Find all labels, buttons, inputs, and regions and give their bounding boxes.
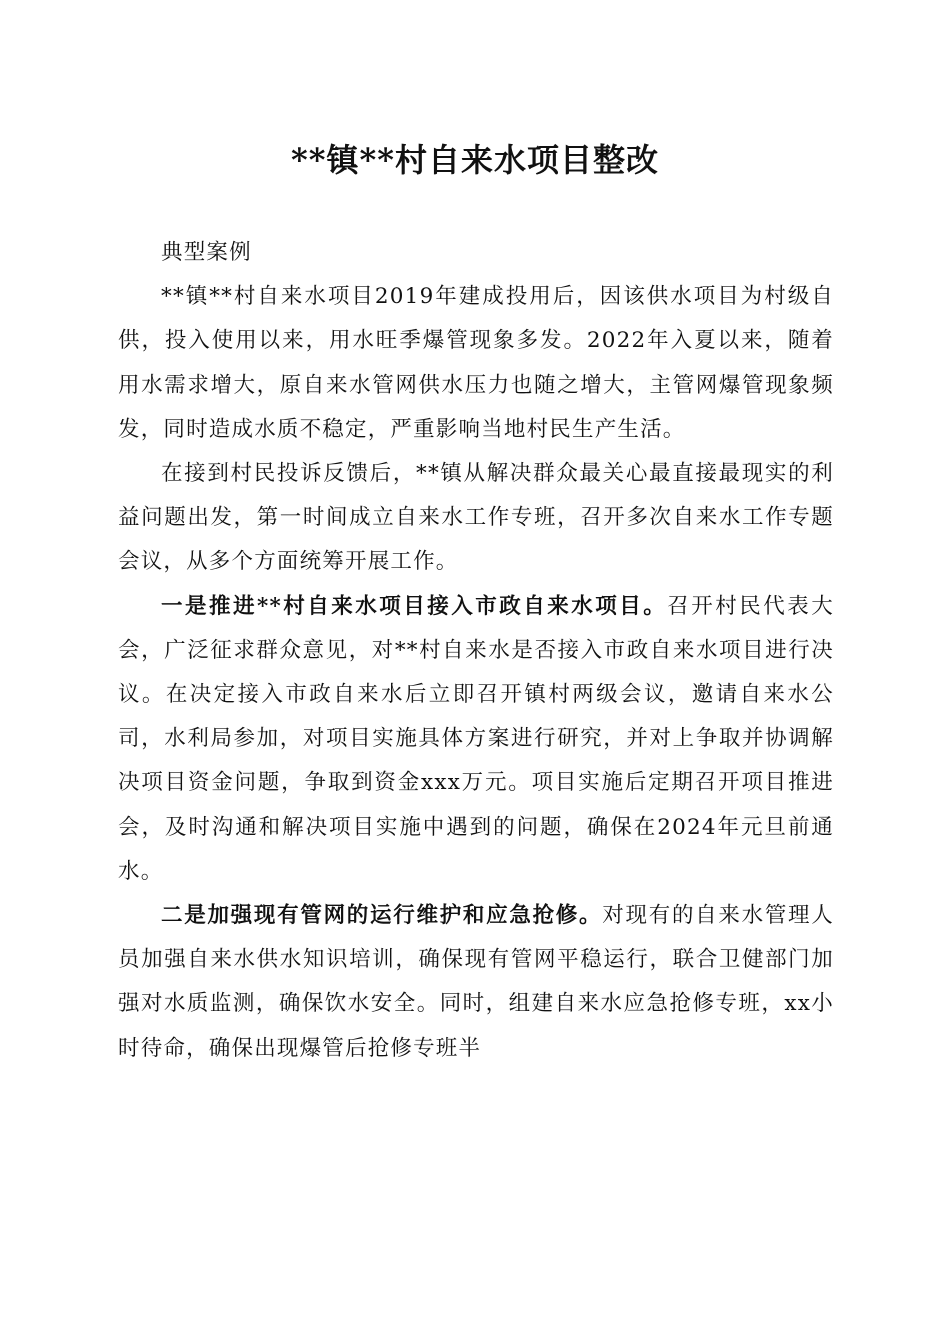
paragraph-text: 召开村民代表大会，广泛征求群众意见，对**村自来水是否接入市政自来水项目进行决议。在决定接入市政自来水后立即召开镇村两级会议，邀请自来水公司，水利局参加，对项目实施具体方案进行研究，并对上争取并协调解决项目资金问题，争取到资金xxx万元。项目实施后定期召开项目推进会，及时沟通和解决项目实施中遇到的问题，确保在2024年元旦前通水。 [118, 593, 835, 884]
paragraph-measure-one [118, 585, 834, 894]
paragraph-lead: 二是加强现有管网的运行维护和应急抢修。 [161, 903, 603, 929]
paragraph-text: 典型案例 [161, 240, 252, 265]
paragraph-subheading [118, 231, 834, 275]
document-title: **镇**村自来水项目整改 [291, 141, 659, 179]
document-body [118, 231, 834, 1071]
paragraph-measure-two [118, 894, 834, 1071]
paragraph-response [118, 452, 834, 585]
paragraph-text: 对现有的自来水管理人员加强自来水供水知识培训，确保现有管网平稳运行，联合卫健部门加强对水质监测，确保饮水安全。同时，组建自来水应急抢修专班，xx小时待命，确保出现爆管后抢修专班半 [118, 903, 834, 1061]
paragraph-text: **镇**村自来水项目2019年建成投用后，因该供水项目为村级自供，投入使用以来，用水旺季爆管现象多发。2022年入夏以来，随着用水需求增大，原自来水管网供水压力也随之增大，主管网爆管现象频发，同时造成水质不稳定，严重影响当地村民生产生活。 [118, 284, 834, 442]
paragraph-lead: 一是推进**村自来水项目接入市政自来水项目。 [161, 593, 668, 619]
paragraph-text: 在接到村民投诉反馈后，**镇从解决群众最关心最直接最现实的利益问题出发，第一时间成立自来水工作专班，召开多次自来水工作专题会议，从多个方面统筹开展工作。 [118, 461, 834, 575]
paragraph-background [118, 275, 834, 452]
